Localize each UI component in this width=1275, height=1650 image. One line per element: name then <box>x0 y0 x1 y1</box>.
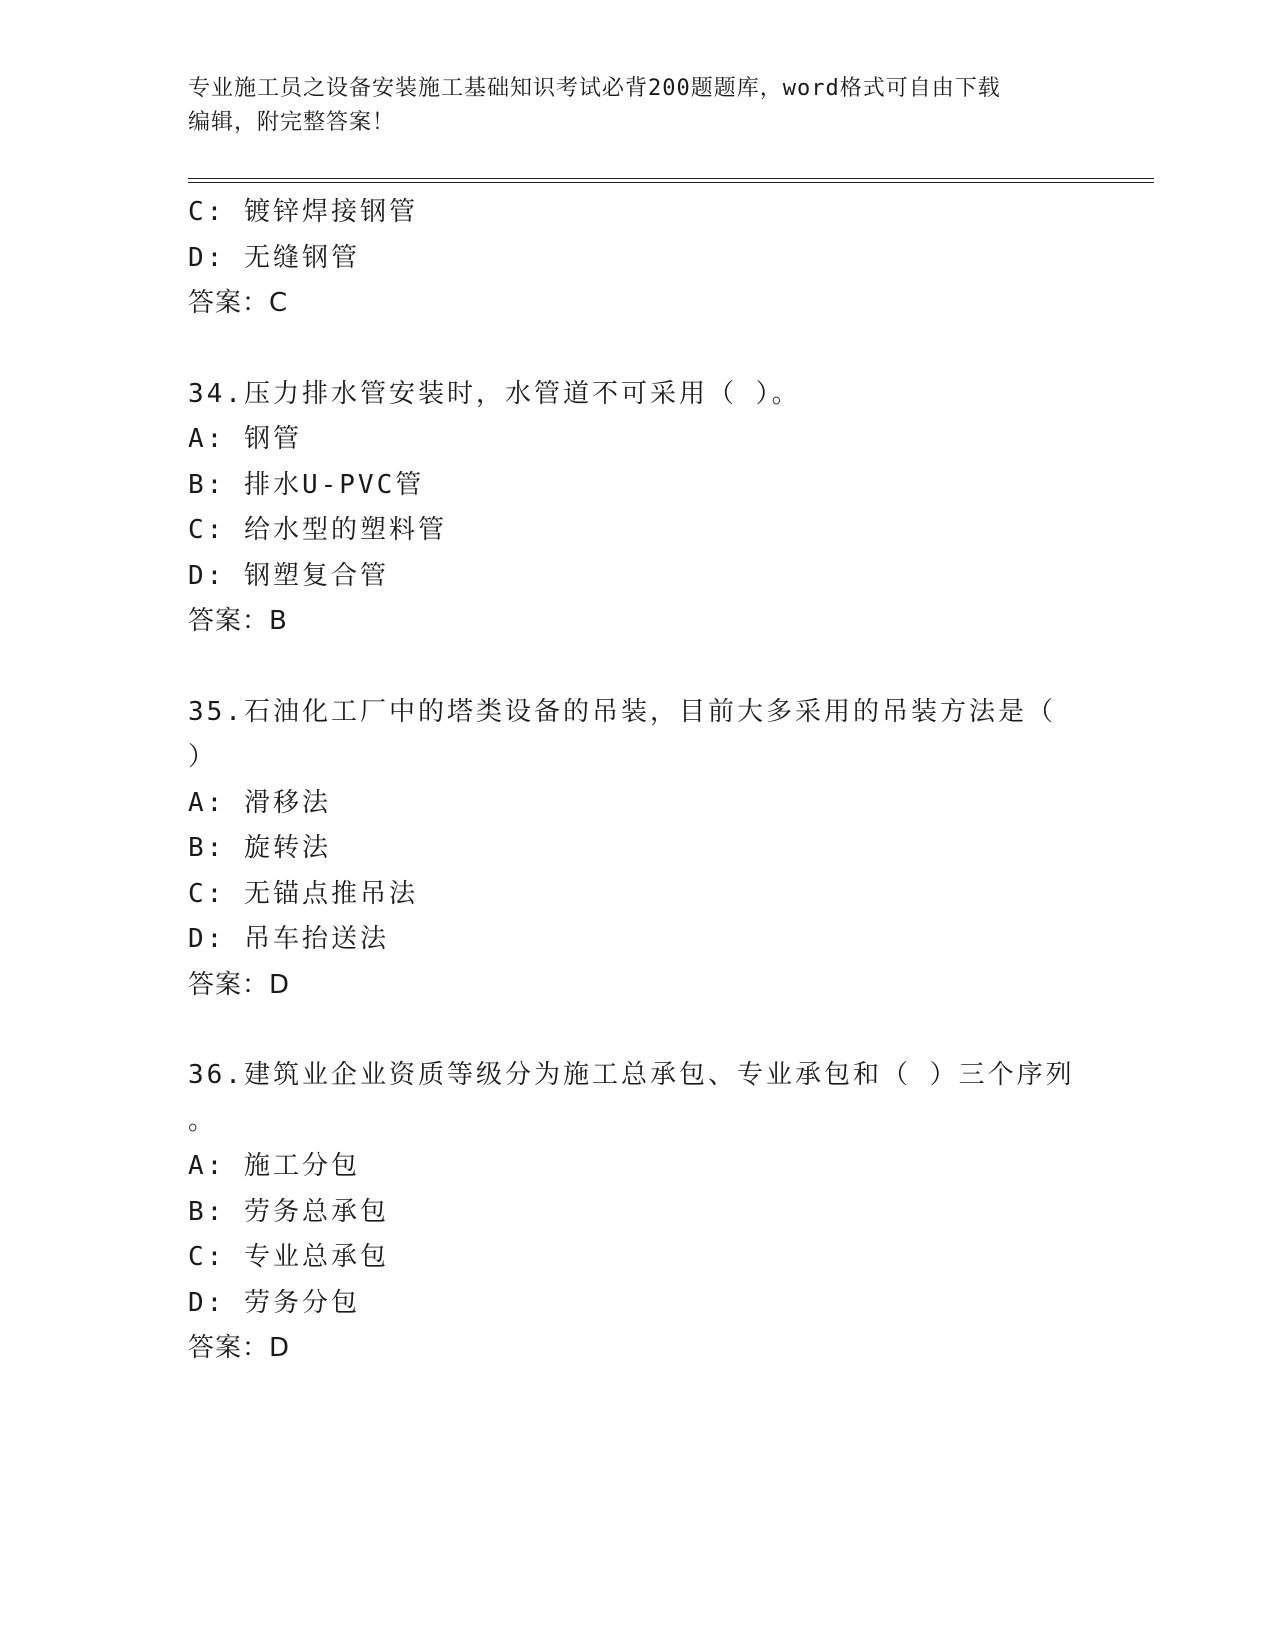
answer: 答案：D <box>188 969 291 1000</box>
header-line-1: 专业施工员之设备安装施工基础知识考试必背200题题库，word格式可自由下载 <box>188 76 1001 101</box>
option-c: C: 无锚点推吊法 <box>188 878 418 909</box>
spacer <box>188 645 1088 690</box>
option-d: D: 无缝钢管 <box>188 242 360 273</box>
option-b: B: 旋转法 <box>188 833 331 863</box>
answer: 答案：D <box>188 1333 291 1363</box>
question-33-tail <box>188 190 1088 327</box>
question-title: 34.压力排水管安装时，水管道不可采用（ ）。 <box>188 378 801 409</box>
option-c: C: 给水型的塑料管 <box>188 515 447 545</box>
option-d: D: 吊车抬送法 <box>188 924 389 954</box>
answer: 答案：B <box>188 606 288 636</box>
option-a: A: 钢管 <box>188 424 302 454</box>
option-d: D: 钢塑复合管 <box>188 560 389 591</box>
spacer <box>188 327 1088 372</box>
option-d: D: 劳务分包 <box>188 1287 360 1318</box>
header-line-2: 编辑，附完整答案！ <box>188 110 396 135</box>
question-title-line-1: 36.建筑业企业资质等级分为施工总承包、专业承包和（ ）三个序列 <box>188 1060 1075 1090</box>
header-divider-top <box>188 178 1154 179</box>
document-header <box>188 72 1088 140</box>
question-list <box>188 190 1088 1372</box>
option-a: A: 滑移法 <box>188 787 331 818</box>
header-divider-bottom <box>188 182 1154 183</box>
question-35 <box>188 690 1088 1009</box>
option-b: B: 劳务总承包 <box>188 1196 389 1227</box>
question-title-line-2: 。 <box>188 1105 218 1136</box>
answer: 答案：C <box>188 288 289 318</box>
option-a: A: 施工分包 <box>188 1151 360 1181</box>
question-36 <box>188 1053 1088 1372</box>
spacer <box>188 1008 1088 1053</box>
option-b: B: 排水U-PVC管 <box>188 469 425 500</box>
option-c: C: 专业总承包 <box>188 1242 389 1272</box>
question-title-line-2: ） <box>188 742 218 772</box>
option-c: C: 镀锌焊接钢管 <box>188 197 418 227</box>
question-title-line-1: 35.石油化工厂中的塔类设备的吊装，目前大多采用的吊装方法是（ <box>188 696 1056 727</box>
question-34 <box>188 372 1088 645</box>
